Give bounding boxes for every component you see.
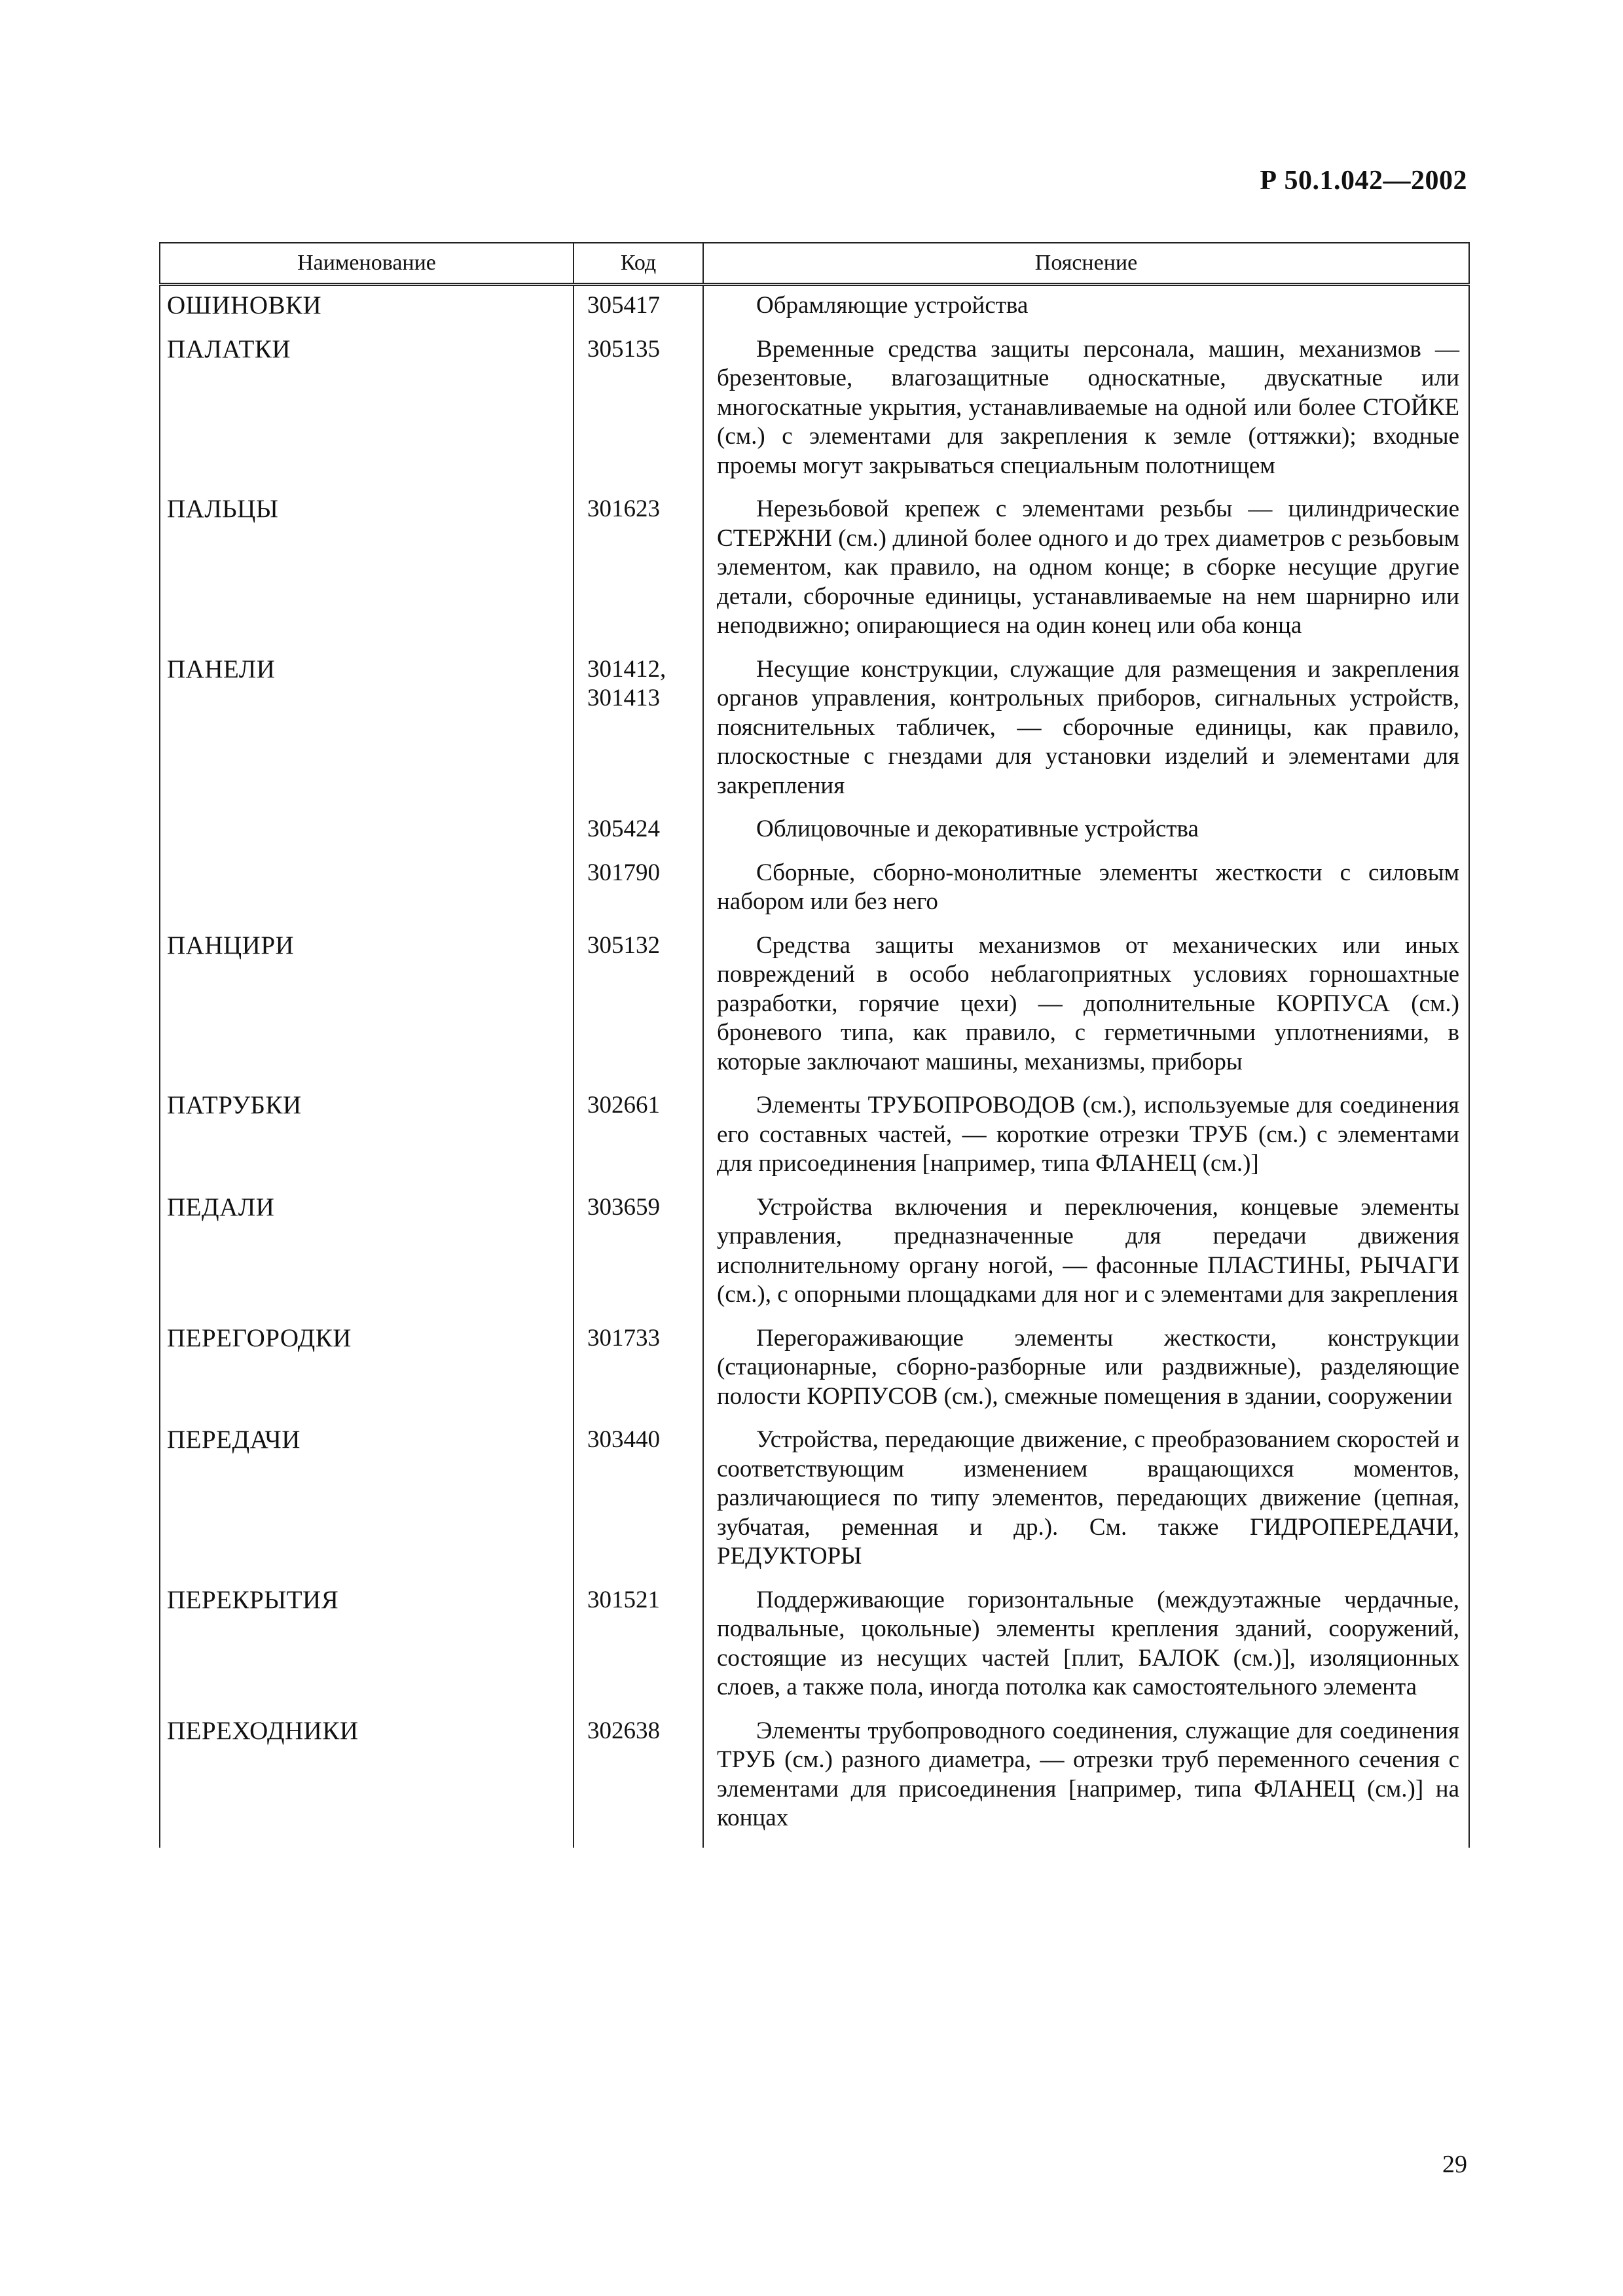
term-name xyxy=(160,815,574,859)
term-description: Несущие конструкции, служащие для размещения и закрепления органов управления, контрольных приборов, сигнальных устройств, пояснительных табличек, — сборочные единицы, как правило, плоскостные с гнездами для установки изделий и элементами для закрепления xyxy=(703,655,1469,816)
term-code: 301733 xyxy=(574,1324,703,1426)
terms-table-container xyxy=(159,242,1468,1848)
term-description: Поддерживающие горизонтальные (междуэтажные чердачные, подвальные, цокольные) элементы крепления зданий, сооружений, состоящие из несущих частей [плит, БАЛОК (см.)], изоляционных слоев, а также пола, иногда потолка как самостоятельного элемента xyxy=(703,1586,1469,1717)
term-code: 305424 xyxy=(574,815,703,859)
term-name: ПЕРЕКРЫТИЯ xyxy=(160,1586,574,1717)
term-description: Устройства включения и переключения, концевые элементы управления, предназначенные для передачи движения исполнительному органу ногой, — фасонные ПЛАСТИНЫ, РЫЧАГИ (см.), с опорными площадками для ног и с элементами для закрепления xyxy=(703,1193,1469,1324)
term-code: 305132 xyxy=(574,931,703,1092)
term-description: Устройства, передающие движение, с преобразованием скоростей и соответствующим изменением вращающихся моментов, различающиеся по типу элементов, передающих движение (цепная, зубчатая, ременная и др.). См. также ГИДРОПЕРЕДАЧИ, РЕДУКТОРЫ xyxy=(703,1426,1469,1586)
column-header-name: Наименование xyxy=(160,243,574,285)
term-description: Облицовочные и декоративные устройства xyxy=(703,815,1469,859)
term-code: 301790 xyxy=(574,859,703,931)
term-code: 301521 xyxy=(574,1586,703,1717)
term-description: Элементы ТРУБОПРОВОДОВ (см.), используемые для соединения его составных частей, — короткие отрезки ТРУБ (см.) с элементами для присоединения [например, типа ФЛАНЕЦ (см.)] xyxy=(703,1091,1469,1193)
term-name: ОШИНОВКИ xyxy=(160,285,574,335)
term-name: ПЕРЕХОДНИКИ xyxy=(160,1717,574,1848)
table-row xyxy=(160,859,1469,931)
table-row xyxy=(160,1426,1469,1586)
table-row xyxy=(160,285,1469,335)
column-header-code: Код xyxy=(574,243,703,285)
term-code: 302638 xyxy=(574,1717,703,1848)
table-header-row xyxy=(160,243,1469,285)
column-header-description: Пояснение xyxy=(703,243,1469,285)
table-row xyxy=(160,495,1469,655)
terms-table xyxy=(159,242,1470,1848)
term-name: ПЕРЕДАЧИ xyxy=(160,1426,574,1586)
term-code: 301623 xyxy=(574,495,703,655)
term-name: ПАЛЬЦЫ xyxy=(160,495,574,655)
document-code: Р 50.1.042—2002 xyxy=(1260,166,1467,196)
term-description: Средства защиты механизмов от механических или иных повреждений в особо неблагоприятных условиях горношахтные разработки, горячие цехи) — дополнительные КОРПУСА (см.) броневого типа, как правило, с герметичными уплотнениями, в которые заключают машины, механизмы, приборы xyxy=(703,931,1469,1092)
page-number: 29 xyxy=(1442,2151,1467,2178)
term-name: ПЕДАЛИ xyxy=(160,1193,574,1324)
term-name xyxy=(160,859,574,931)
table-row xyxy=(160,931,1469,1092)
term-name: ПЕРЕГОРОДКИ xyxy=(160,1324,574,1426)
term-name: ПАНЦИРИ xyxy=(160,931,574,1092)
table-row xyxy=(160,335,1469,495)
table-row xyxy=(160,1324,1469,1426)
table-row xyxy=(160,1193,1469,1324)
term-code: 305135 xyxy=(574,335,703,495)
term-code: 303659 xyxy=(574,1193,703,1324)
table-row xyxy=(160,1091,1469,1193)
term-code: 302661 xyxy=(574,1091,703,1193)
table-row xyxy=(160,815,1469,859)
term-description: Перегораживающие элементы жесткости, конструкции (стационарные, сборно-разборные или раздвижные), разделяющие полости КОРПУСОВ (см.), смежные помещения в здании, сооружении xyxy=(703,1324,1469,1426)
term-description: Элементы трубопроводного соединения, служащие для соединения ТРУБ (см.) разного диаметра, — отрезки труб переменного сечения с элементами для присоединения [например, типа ФЛАНЕЦ (см.)] на концах xyxy=(703,1717,1469,1848)
term-code: 305417 xyxy=(574,285,703,335)
term-name: ПАЛАТКИ xyxy=(160,335,574,495)
table-row xyxy=(160,655,1469,816)
term-description: Нерезьбовой крепеж с элементами резьбы — цилиндрические СТЕРЖНИ (см.) длиной более одного и до трех диаметров с резьбовым элементом, как правило, на одном конце; в сборке несущие другие детали, сборочные единицы, устанавливаемые на нем шарнирно или неподвижно; опирающиеся на один конец или оба конца xyxy=(703,495,1469,655)
term-code: 303440 xyxy=(574,1426,703,1586)
term-name: ПАТРУБКИ xyxy=(160,1091,574,1193)
term-description: Обрамляющие устройства xyxy=(703,285,1469,335)
term-description: Сборные, сборно-монолитные элементы жесткости с силовым набором или без него xyxy=(703,859,1469,931)
table-row xyxy=(160,1717,1469,1848)
table-row xyxy=(160,1586,1469,1717)
term-code: 301412, 301413 xyxy=(574,655,703,816)
term-name: ПАНЕЛИ xyxy=(160,655,574,816)
term-description: Временные средства защиты персонала, машин, механизмов — брезентовые, влагозащитные односкатные, двускатные или многоскатные укрытия, устанавливаемые на одной или более СТОЙКЕ (см.) с элементами для закрепления к земле (оттяжки); входные проемы могут закрываться специальным полотнищем xyxy=(703,335,1469,495)
